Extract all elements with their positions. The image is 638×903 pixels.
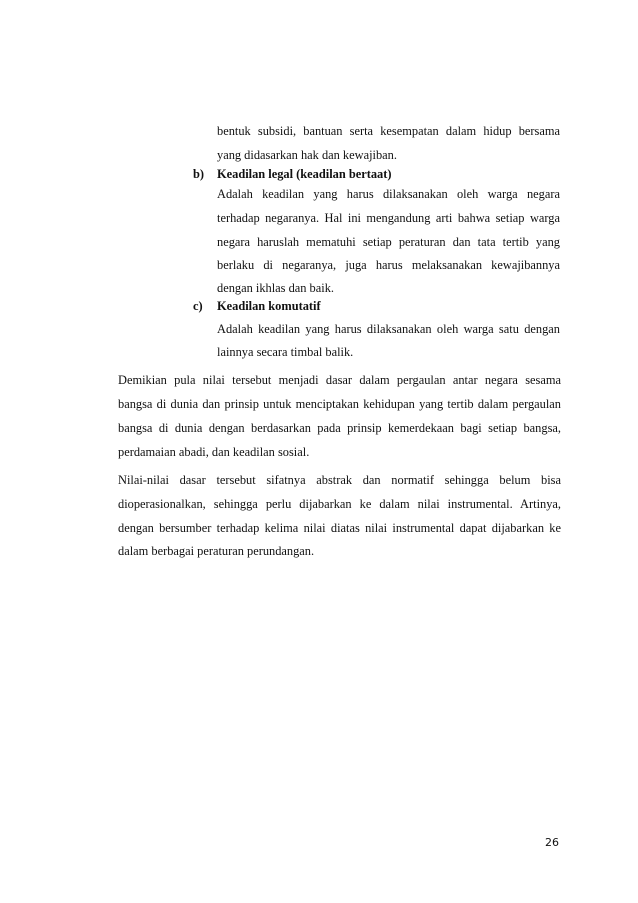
body-text-line: Nilai-nilai dasar tersebut sifatnya abstrak dan normatif sehingga belum bisa bbox=[118, 473, 561, 487]
body-text-line: lainnya secara timbal balik. bbox=[217, 345, 354, 359]
body-text-line: dioperasionalkan, sehingga perlu dijabarkan ke dalam nilai instrumental. Artinya, bbox=[118, 497, 561, 511]
section-heading-keadilan-legal: Keadilan legal (keadilan bertaat) bbox=[217, 167, 392, 181]
body-text-line: Adalah keadilan yang harus dilaksanakan oleh warga satu dengan bbox=[217, 322, 560, 336]
body-text-line: bangsa di dunia dengan berdasarkan pada prinsip kemerdekaan bagi setiap bangsa, bbox=[118, 421, 561, 435]
body-text-line: bentuk subsidi, bantuan serta kesempatan dalam hidup bersama bbox=[217, 124, 560, 138]
body-text-line: negara haruslah mematuhi setiap peraturan dan tata tertib yang bbox=[217, 235, 560, 249]
body-text-line: dalam berbagai peraturan perundangan. bbox=[118, 544, 315, 558]
section-heading-keadilan-komutatif: Keadilan komutatif bbox=[217, 299, 321, 313]
body-text-line: berlaku di negaranya, juga harus melaksanakan kewajibannya bbox=[217, 258, 560, 272]
body-text-line: bangsa di dunia dan prinsip untuk menciptakan kehidupan yang tertib dalam pergaulan bbox=[118, 397, 561, 411]
page-number: 26 bbox=[545, 836, 559, 849]
body-text-line: Demikian pula nilai tersebut menjadi dasar dalam pergaulan antar negara sesama bbox=[118, 373, 561, 387]
body-text-line: perdamaian abadi, dan keadilan sosial. bbox=[118, 445, 310, 459]
list-marker-c: c) bbox=[193, 299, 203, 313]
body-text-line: terhadap negaranya. Hal ini mengandung arti bahwa setiap warga bbox=[217, 211, 560, 225]
body-text-line: dengan ikhlas dan baik. bbox=[217, 281, 334, 295]
body-text-line: dengan bersumber terhadap kelima nilai diatas nilai instrumental dapat dijabarkan ke bbox=[118, 521, 561, 535]
list-marker-b: b) bbox=[193, 167, 205, 181]
body-text-line: yang didasarkan hak dan kewajiban. bbox=[217, 148, 397, 162]
body-text-line: Adalah keadilan yang harus dilaksanakan oleh warga negara bbox=[217, 187, 560, 201]
